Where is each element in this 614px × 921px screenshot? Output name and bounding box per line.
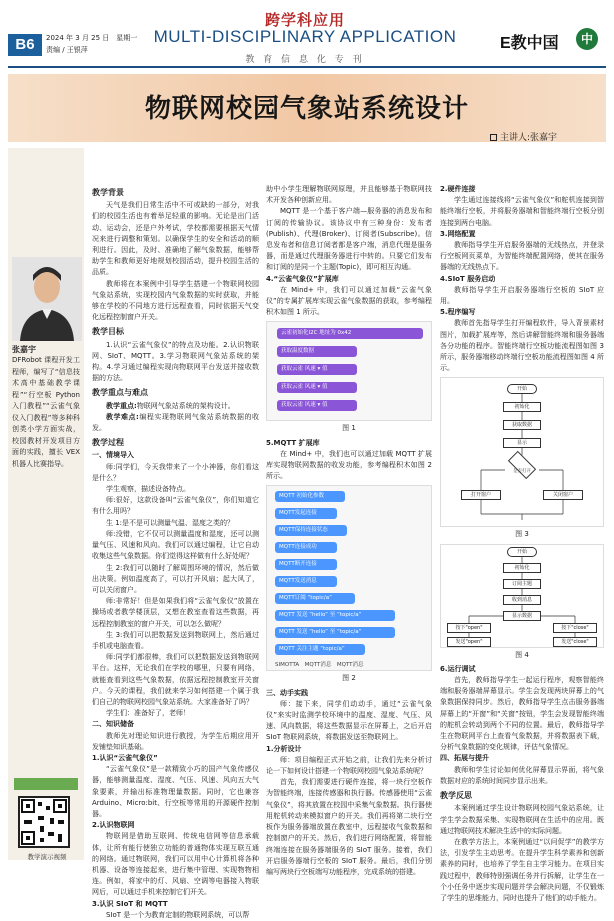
editor-credit: 责编 / 王银萍: [46, 46, 88, 54]
dialog-line: 生 1:是不是可以测量气温、湿度之类的？: [106, 518, 235, 527]
paragraph: 首先，我们需要进行硬件连接，将一块行空板作为智能终端，连接传感器和执行器。传感器使用“云雀气象仪”，将其放置在校园中采集气象数据。执行器使用舵机转动来模拟窗户的开关。我们再将第二块行空板作为服务器端放置在教室中，远程接收气象数据和控制窗户的开关。然后，我们进行网络配置，将智能终端连接在服务器端服务的 SIoT 服务。接着，我们开启服务器端行空板的 SIoT 服务。最后，我们分别编写两块行空板端写功能程序，完成系统的搭建。: [266, 778, 432, 876]
host-credit: [490, 130, 557, 143]
article-column-1: [92, 184, 259, 919]
dialog-line: 师:很好，这款设备叫“云雀气象仪”，你们知道它有什么用吗？: [92, 496, 259, 516]
flow-node: 打开窗户: [461, 490, 501, 500]
heading-reflection: 教学反思: [440, 791, 472, 801]
flow-node: 初始化: [503, 563, 541, 573]
step-heading: 三、动手实践: [266, 688, 308, 697]
paragraph: 师：接下来，同学们动动手，通过“云雀气象仪”来实时监测学校环境中的温度、湿度、气压、风速、风向数据，将这些数据显示在屏幕上，之后开启 SIoT 物联网系统，将数据发送至物联网上。: [266, 699, 432, 742]
flow-node: 初始化: [503, 402, 541, 412]
paragraph: 教师指导学生开启服务器端的无线热点，并登录行空板网页菜单，为智能终端配置网络，使其在服务器端的无线热点下。: [440, 241, 604, 272]
paragraph: 1.认识“云雀气象仪”的特点及功能。2.认识物联网、SIoT、MQTT。3.学习物联网气象站系统的架构。4.学习通过编程实现向物联网平台发送并接收数据的方法。: [92, 340, 259, 383]
heading-focus: 教学重点与难点: [92, 388, 148, 398]
code-block: MQTT 关注主题 “topic/a”: [275, 644, 365, 655]
focus-diff-text: 编程实现物联网气象站系统数据的收发。: [92, 412, 259, 433]
flow-node: 开始: [507, 547, 537, 557]
code-block: 获取云雀 风速 ▾ 值: [277, 382, 357, 393]
sub-heading: 2.硬件连接: [440, 185, 476, 193]
sub-heading: 6.运行调试: [440, 664, 476, 673]
code-block: MQTT 发送 “hello” 至 “topic/a”: [275, 610, 395, 621]
flow-node: 关闭窗户: [543, 490, 583, 500]
article-column-3: [440, 184, 604, 902]
qr-pattern-icon: [20, 798, 68, 846]
figure-1-blocks: [266, 321, 432, 421]
paragraph: 在 Mind+ 中，我们也可以通过加载 MQTT 扩展库实现物联网数据的收发功能，参考编程积木如图 2 所示。: [266, 449, 432, 481]
sub-heading: 4.“云雀气象仪”扩展库: [266, 274, 339, 283]
brand-name: E教中国: [500, 35, 559, 52]
focus-diff-label: 教学难点:: [106, 412, 139, 421]
code-block: MQTT保持连接状态: [275, 525, 347, 536]
code-block: 获取温度数据: [277, 346, 357, 357]
paragraph: 在教学方法上，本案例通过“以问促学”的教学方法，引发学生主动思考。在提升学生科学素养和创新素养的同时，也培养了学生自主学习能力。在项目实践过程中，教师特别强调任务并行拆解，让学生在一个小任务中逐步实现问题并学会解决问题，不仅锻炼了学生的思维能力，同时也提升了他们的动手能力。: [440, 837, 604, 902]
flowchart-3-lines: [441, 378, 603, 528]
code-block: MQTT连接成功: [275, 542, 337, 553]
sidebar-background: [8, 148, 84, 860]
article-title: 物联网校园气象站系统设计: [144, 94, 469, 124]
author-portrait-icon: [12, 257, 82, 341]
dialog-line: 师:同学们，今天我带来了一个小神器，你们看这是什么？: [92, 462, 259, 482]
paragraph: 学生通过连接线将“云雀气象仪”和舵机连接到智能终端行空板，并将服务器端和智能终端行空板分别连接到两台电脑。: [440, 196, 604, 227]
paragraph: MQTT 是一个基于客户端—服务器的消息发布和订阅的传输协议。该协议中有三种身份：发布者(Publish)、代理(Broker)、订阅者(Subscribe)。信息发布者和信息订阅者都是客户端，消息代理是服务器，而是通过代理服务器进行中转的。只要它们发布和订阅的是同一个主题(Topic)，即可相互沟通。: [266, 207, 432, 272]
sub-heading: 3.认识 SIoT 和 MQTT: [92, 899, 168, 908]
publication-date: 2024 年 3 月 25 日 星期一: [46, 34, 138, 42]
flow-decision-label: 是否打开: [513, 469, 531, 475]
code-block: MQTT发送消息: [275, 576, 337, 587]
dialog-line: 学生观察，描述设备特点。: [106, 485, 190, 494]
heading-goals: 教学目标: [92, 327, 124, 337]
focus-key-text: 物联网气象站系统的架构设计。: [136, 401, 235, 410]
flow-node: 收到消息: [503, 595, 541, 605]
step-heading: 二、知识储备: [92, 720, 134, 729]
flow-node: 获取数据: [503, 420, 541, 430]
dialog-line: 师:没错，它不仅可以测量温度和湿度，还可以测量气压、风速和风向。我们可以通过编程，让它自动收集这些气象数据。你们觉得这样做有什么好处呢？: [92, 529, 259, 561]
focus-key-label: 教学重点:: [106, 401, 137, 410]
paragraph: “云雀气象仪”是一款精致小巧的国产气象传感仪器，能够测量温度、湿度、气压、风速、风向五大气象要素，并输出标准物理量数据。同时，它也兼容 Arduino、Micro:bit、行空板等常用的开源硬件控制器。: [92, 765, 259, 818]
code-block: MQTT 发送 “hello” 至 “topic/a”: [275, 627, 395, 638]
code-block: MQTT 初始化参数: [275, 491, 345, 502]
flow-node: 显示数据: [503, 611, 541, 621]
section-title-en: MULTI-DISCIPLINARY APPLICATION: [153, 27, 457, 46]
section-tagline: 教 育 信 息 化 专 刊: [245, 55, 365, 65]
code-block: MQTT断开连接: [275, 559, 337, 570]
paragraph: 在 Mind+ 中，我们可以通过加载“云雀气象仪”的专属扩展库实现云雀气象数据的获取，参考编程积木如图 1 所示。: [266, 285, 432, 317]
sub-heading: 1.分析设计: [266, 744, 302, 753]
dialog-line: 师:同学们都很棒，我们可以把数据发送到物联网平台。这样，无论我们在学校的哪里，只要有网络，就能查看到这些气象数据，依据远程控制教室开关窗户。今天的课程，我们就来学习如何搭建一个属于我们自己的物联网校园气象站系统。大家准备好了吗？: [92, 653, 259, 706]
figure-4-caption: 图 4: [515, 650, 529, 659]
author-name: 张嘉宇: [12, 345, 36, 354]
paragraph: 教师和学生讨论如何优化屏幕显示界面，将气象数据对应的系统时间同步显示出来。: [440, 765, 604, 785]
author-photo: [12, 257, 82, 341]
author-bio: DFRobot 课程开发工程师，编写了“信息技术高中基础教学课程”“行空板 Python 入门教程”“云雀气象仪入门教程”等多种科创类小学方面实战，校园教材开发项目方面的实践，擅长 VEX 机器人比赛指导。: [12, 356, 80, 468]
heading-process: 教学过程: [92, 438, 124, 448]
flow-node: 订阅主题: [503, 579, 541, 589]
figure-2-footer: SIMOTTA MQTT消息 MQTT消息: [275, 662, 364, 669]
qr-code-image[interactable]: [18, 796, 70, 848]
code-block: MQTT订阅 “topic/a”: [275, 593, 355, 604]
flow-node: 按下"open": [447, 623, 491, 633]
paragraph: 教师指导学生开启服务器端行空板的 SIoT 应用。: [440, 285, 604, 306]
paragraph: SIoT 是一个为教育定制的物联网系统，可以帮: [106, 910, 250, 919]
figure-2-blocks: [266, 485, 432, 671]
paragraph: 教师将在本案例中引导学生搭建一个物联网校园气象站系统，实现校园内气象数据的实时获取，并能够在学校的不同地方进行远程查看，同时依据天气变化远程控制窗户开关。: [92, 279, 259, 322]
paragraph: 首先，教师指导学生一起运行程序，观察智能终端和服务器端屏幕显示。学生会发现两块屏幕上的气象数据保持同步。然后，教师指导学生点击服务器端屏幕上的“开窗”和“关窗”按钮，学生会发现智能终端的舵机会转动到两个不同的位置。最后，教师指导学生在物联网平台上查看气象数据，并将数据表下载，分析气象数据的变化规律，评估气象情况。: [440, 676, 604, 752]
sub-heading: 3.网络配置: [440, 229, 476, 238]
heading-background: 教学背景: [92, 188, 124, 197]
brand-logo-icon: 中: [576, 28, 598, 50]
sidebar-banner-image: [14, 778, 78, 790]
figure-2-caption: 图 2: [342, 674, 356, 683]
flow-node: 开始: [507, 384, 537, 394]
figure-3-caption: 图 3: [515, 530, 529, 539]
code-block: 获取云雀 风速 ▾ 值: [277, 364, 357, 375]
paragraph: 天气是我们日常生活中不可或缺的一部分，对我们的校园生活也有着举足轻重的影响。无论是出门活动、运动会，还是户外考试，学校都需要根据天气情况来进行调整和策划。以确保学生的安全和活动的顺利进行。因此，及时、准确地了解气象数据，能够帮助学生和教师更好地规划校园活动，提升校园生活的品质。: [92, 201, 259, 277]
paragraph: 物联网是借助互联网、传统电信网等信息承载体，让所有能行使独立功能的普通物体实现互联互通的网络。通过物联网，我们可以用中心计算机将各种机器、设备等连接起来，进行集中管理、实现物物相连。例如，将家中的灯、风扇、空调等电器接入物联网后，可以通过手机来控制它们开关。: [92, 832, 259, 897]
flow-node: 发送"open": [447, 637, 491, 647]
dialog-line: 师:非常好！但是如果我们将“云雀气象仪”放置在操场或者教学楼顶层，又想在教室查看这些数据，再远程控制教室的窗户开关，可以怎么做呢？: [92, 597, 259, 628]
page-number: B6: [8, 34, 42, 56]
header-divider: [8, 66, 606, 68]
host-name: 主讲人:张嘉宇: [500, 133, 558, 143]
qr-caption: 教学演示视频: [27, 853, 67, 861]
flow-node: 按下"close": [553, 623, 597, 633]
dialog-line: 生 3:我们可以把数据发送到物联网上，然后通过手机或电脑查看。: [92, 630, 259, 650]
paragraph: 助中小学生理解物联网原理，并且能够基于物联网技术开发各种创新应用。: [266, 185, 432, 205]
code-block: MQTT发起连接: [275, 508, 337, 519]
flow-node: 显示: [503, 438, 541, 448]
article-column-2: [266, 184, 432, 876]
sub-heading: 5.MQTT 扩展库: [266, 438, 320, 447]
figure-4-flowchart: [440, 544, 604, 648]
code-block: 获取云雀 风速 ▾ 值: [277, 400, 357, 411]
paragraph: 教师首先指导学生打开编程软件，导入背景素材图片，加载扩展库等，然后讲解智能终端和服务器端各分功能的程序。智能终端行空板功能流程图如图 3 所示，服务器端移动终端行空板功能流程图如图 4 所示。: [440, 319, 604, 373]
sub-heading: 5.程序编写: [440, 308, 476, 317]
paragraph: 本案例通过学生设计物联网校园气象站系统，让学生学会数据采集、实现物联网在生活中的应用。既通过物联网技术解决生活中的实际问题。: [440, 804, 604, 835]
section-title-cn: 跨学科应用: [264, 11, 345, 29]
figure-1-caption: 图 1: [342, 424, 356, 433]
paragraph: 师：项目编程正式开始之前，让我们先来分析讨论一下如何设计搭建一个物联网校园气象站系统呢？: [266, 755, 432, 776]
figure-3-flowchart: [440, 377, 604, 527]
flow-node: 发送"close": [553, 637, 597, 647]
host-box-icon: [490, 134, 497, 141]
sub-heading: 2.认识物联网: [92, 821, 135, 830]
paragraph: 教师先对理论知识进行教授，为学生后期应用开发铺垫知识基础。: [92, 731, 259, 751]
dialog-line: 学生们：准备好了，老师！: [106, 709, 190, 718]
sub-heading: 4.SIoT 服务启动: [440, 274, 496, 283]
dialog-line: 生 2:我们可以随时了解周围环境的情况，然后做出决策。例如温度高了，可以打开风扇；起大风了，可以关闭窗户。: [92, 563, 259, 594]
sub-heading: 1.认识“云雀气象仪”: [92, 753, 158, 762]
code-block: 云雀初始化I2C 地址为 0x42: [277, 328, 423, 339]
focus-difficulty: [92, 412, 259, 434]
focus-key: [92, 401, 259, 412]
step-heading: 一、情境导入: [92, 451, 134, 460]
step-heading: 四、拓展与提升: [440, 754, 489, 763]
